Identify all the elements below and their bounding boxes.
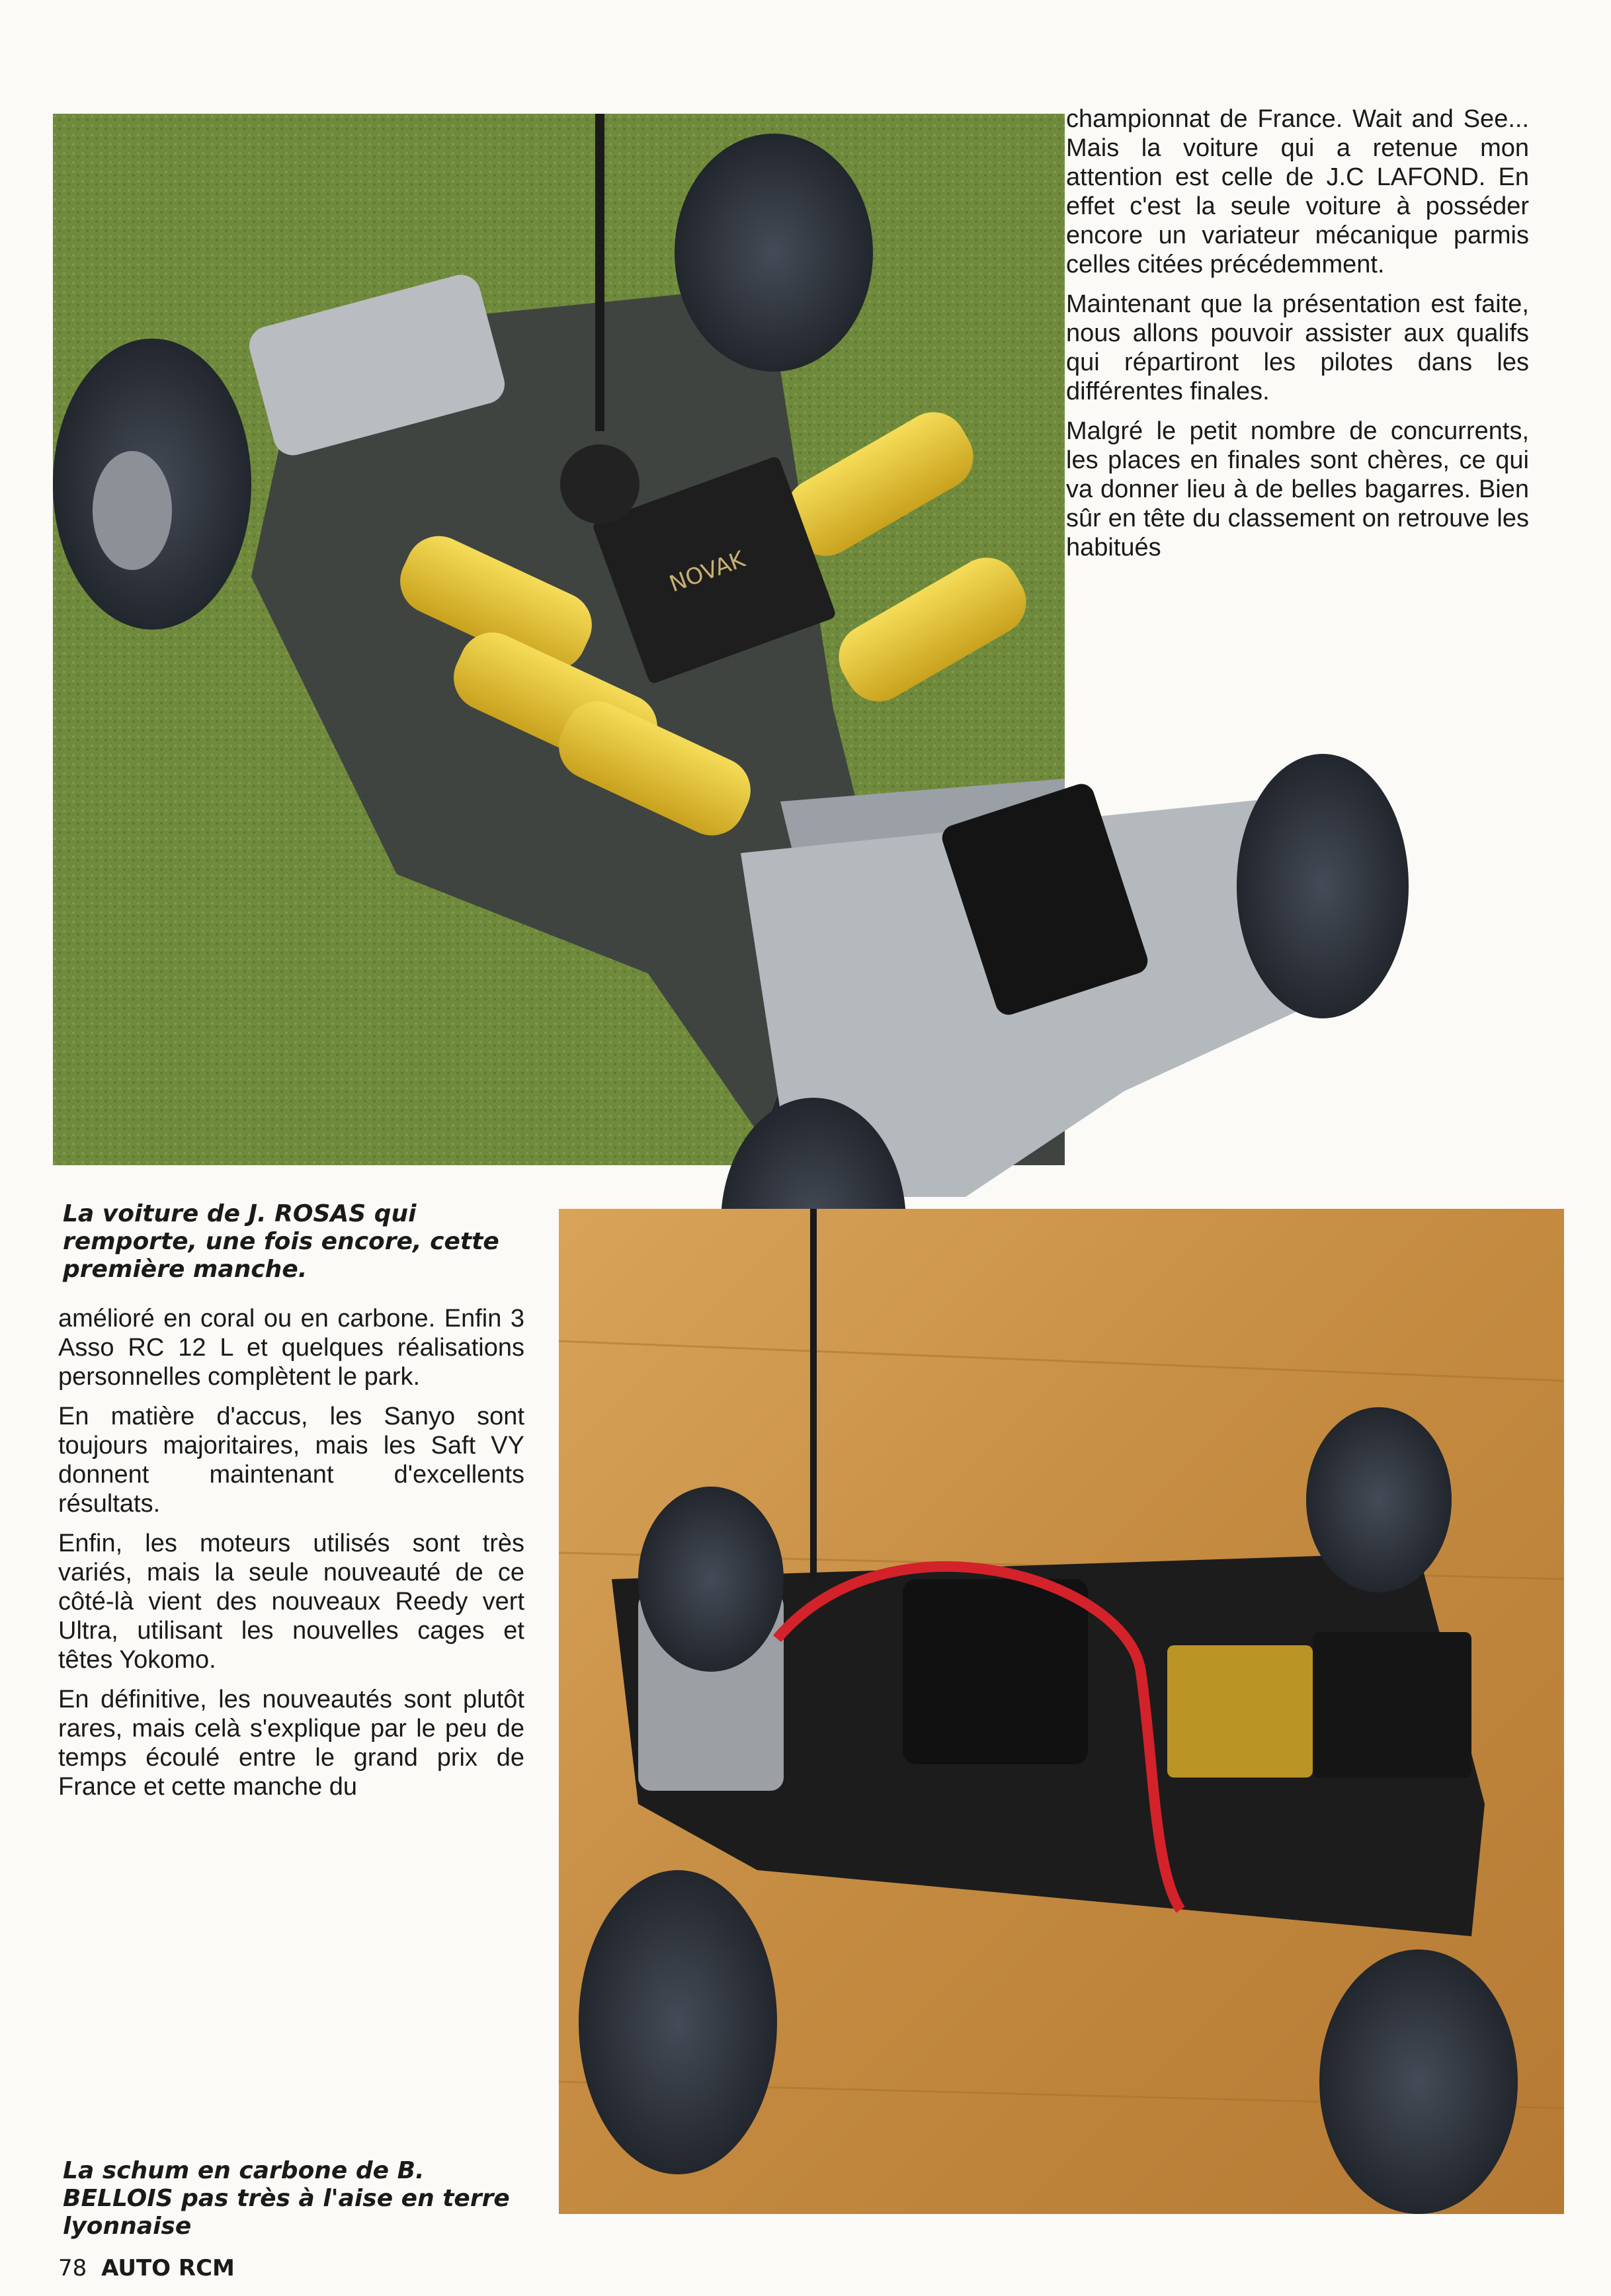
paragraph: amélioré en coral ou en carbone. Enfin 3 Asso RC 12 L et quelques réalisations personnelles complètent le park. bbox=[58, 1305, 524, 1391]
article-right-column bbox=[1066, 104, 1529, 573]
car-bellois-image bbox=[559, 1209, 1564, 2214]
paragraph: Maintenant que la présentation est faite, nous allons pouvoir assister aux qualifs qui répartiront les pilotes dans les différentes finales. bbox=[1066, 290, 1529, 405]
article-left-column bbox=[58, 1304, 524, 1812]
magazine-name: AUTO RCM bbox=[101, 2255, 235, 2281]
paragraph: championnat de France. Wait and See... Mais la voiture qui a retenue mon attention est celle de J.C LAFOND. En effet c'est la seule voiture à posséder encore un variateur mécanique parmis celles citées précédemment. bbox=[1066, 105, 1529, 278]
page-number: 78 bbox=[58, 2255, 87, 2281]
paragraph: Enfin, les moteurs utilisés sont très variés, mais la seule nouveauté de ce côté-là vient des nouveaux Reedy vert Ultra, utilisant les nouvelles cages et têtes Yokomo. bbox=[58, 1530, 524, 1674]
paragraph: En matière d'accus, les Sanyo sont toujours majoritaires, mais les Saft VY donnent maintenant d'excellents résultats. bbox=[58, 1403, 524, 1518]
novak-label: NOVAK bbox=[666, 546, 749, 598]
caption-bottom-photo bbox=[63, 2157, 539, 2240]
paragraph: En définitive, les nouveautés sont plutôt rares, mais celà s'explique par le peu de temps écoulé entre le grand prix de France et cette manche du bbox=[58, 1686, 524, 1801]
paragraph: Malgré le petit nombre de concurrents, les places en finales sont chères, ce qui va donner lieu à de belles bagarres. Bien sûr en tête du classement on retrouve les habitués bbox=[1066, 417, 1529, 561]
bottom-photo bbox=[559, 1209, 1564, 2214]
page-footer bbox=[58, 2255, 235, 2281]
caption-text: La voiture de J. ROSAS qui remporte, une fois encore, cette première manche. bbox=[63, 1200, 499, 1283]
caption-top-photo bbox=[63, 1200, 526, 1284]
caption-text: La schum en carbone de B. BELLOIS pas très à l'aise en terre lyonnaise bbox=[63, 2157, 510, 2240]
